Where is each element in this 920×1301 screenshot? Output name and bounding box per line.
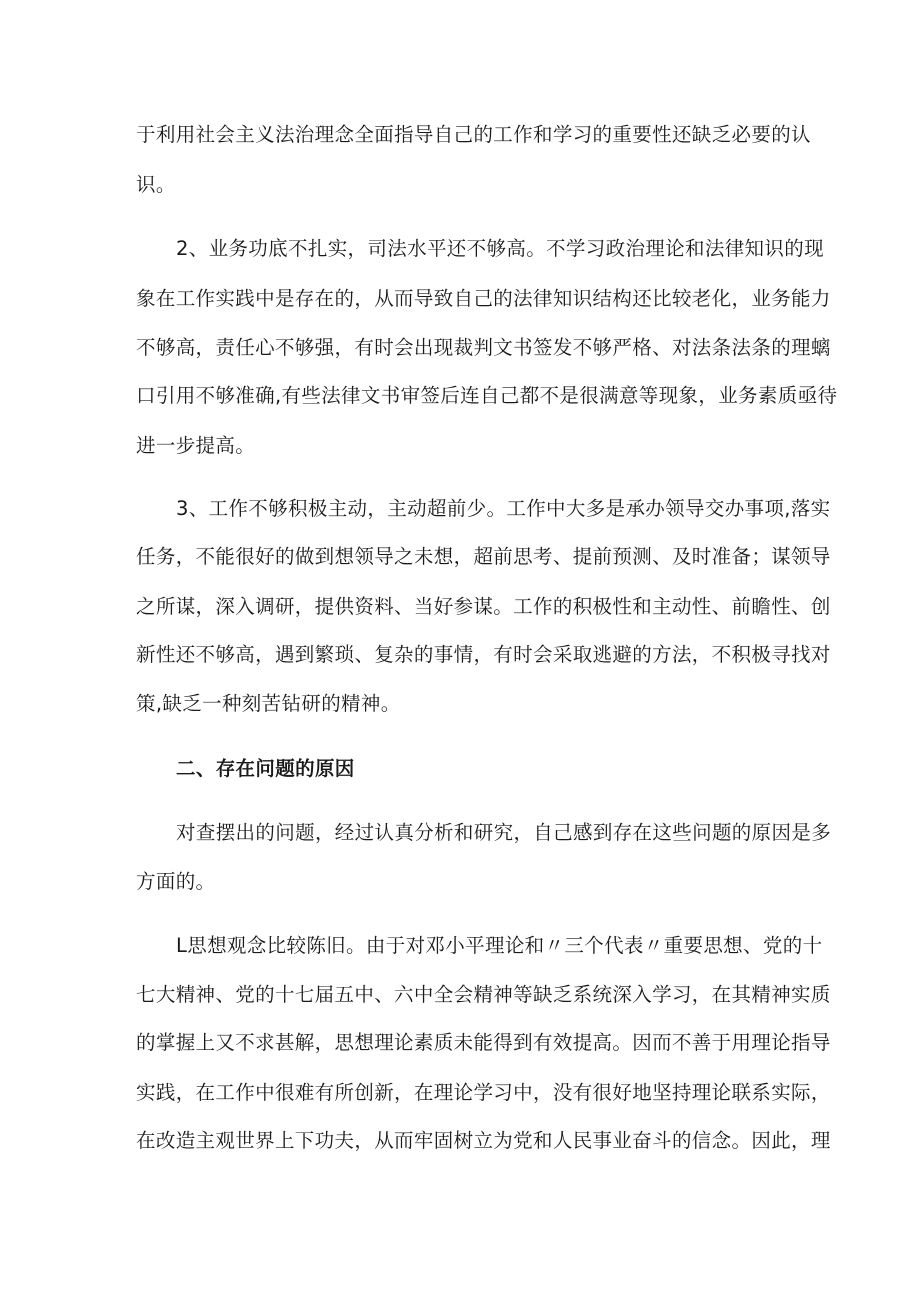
text-line: L思想观念比较陈旧。由于对邓小平理论和〃三个代表〃重要思想、党的十 xyxy=(176,934,823,957)
text-line: 对查摆出的问题，经过认真分析和研究，自己感到存在这些问题的原因是多 xyxy=(176,821,832,844)
text-line: 进一步提高。 xyxy=(136,434,256,457)
text-line: 策,缺乏一种刻苦钻研的精神。 xyxy=(136,692,401,715)
text-line: 任务，不能很好的做到想领导之未想，超前思考、提前预测、及时准备；谋领导 xyxy=(136,545,831,568)
text-line: 口引用不够准确,有些法律文书审签后连自己都不是很满意等现象，业务素质亟待 xyxy=(136,384,838,407)
text-line: 2、业务功底不扎实，司法水平还不够高。不学习政治理论和法律知识的现 xyxy=(176,237,824,260)
section-heading: 二、存在问题的原因 xyxy=(176,757,355,780)
text-line: 不够高，责任心不够强，有时会出现裁判文书签发不够严格、对法条法条的理螭 xyxy=(136,336,831,359)
text-line: 于利用社会主义法治理念全面指导自己的工作和学习的重要性还缺乏必要的认 xyxy=(136,123,811,146)
text-line: 的掌握上又不求甚解，思想理论素质未能得到有效提高。因而不善于用理论指导 xyxy=(136,1031,831,1054)
text-line: 七大精神、党的十七届五中、六中全会精神等缺乏系统深入学习，在其精神实质 xyxy=(136,983,831,1006)
text-line: 方面的。 xyxy=(136,870,216,893)
text-line: 识。 xyxy=(136,173,176,196)
text-line: 在改造主观世界上下功夫，从而牢固树立为党和人民事业奋斗的信念。因此，理 xyxy=(136,1129,831,1152)
text-line: 象在工作实践中是存在的，从而导致自己的法律知识结构还比较老化，业务能力 xyxy=(136,287,831,310)
text-line: 3、工作不够积极主动，主动超前少。工作中大多是承办领导交办事项,落实 xyxy=(176,497,831,520)
text-line: 之所谋，深入调研，提供资料、当好参谋。工作的积极性和主动性、前瞻性、创 xyxy=(136,595,831,618)
text-line: 实践，在工作中很难有所创新，在理论学习中，没有很好地坚持理论联系实际， xyxy=(136,1081,831,1104)
text-line: 新性还不够高，遇到繁琐、复杂的事情，有时会采取逃避的方法，不积极寻找对 xyxy=(136,643,831,666)
